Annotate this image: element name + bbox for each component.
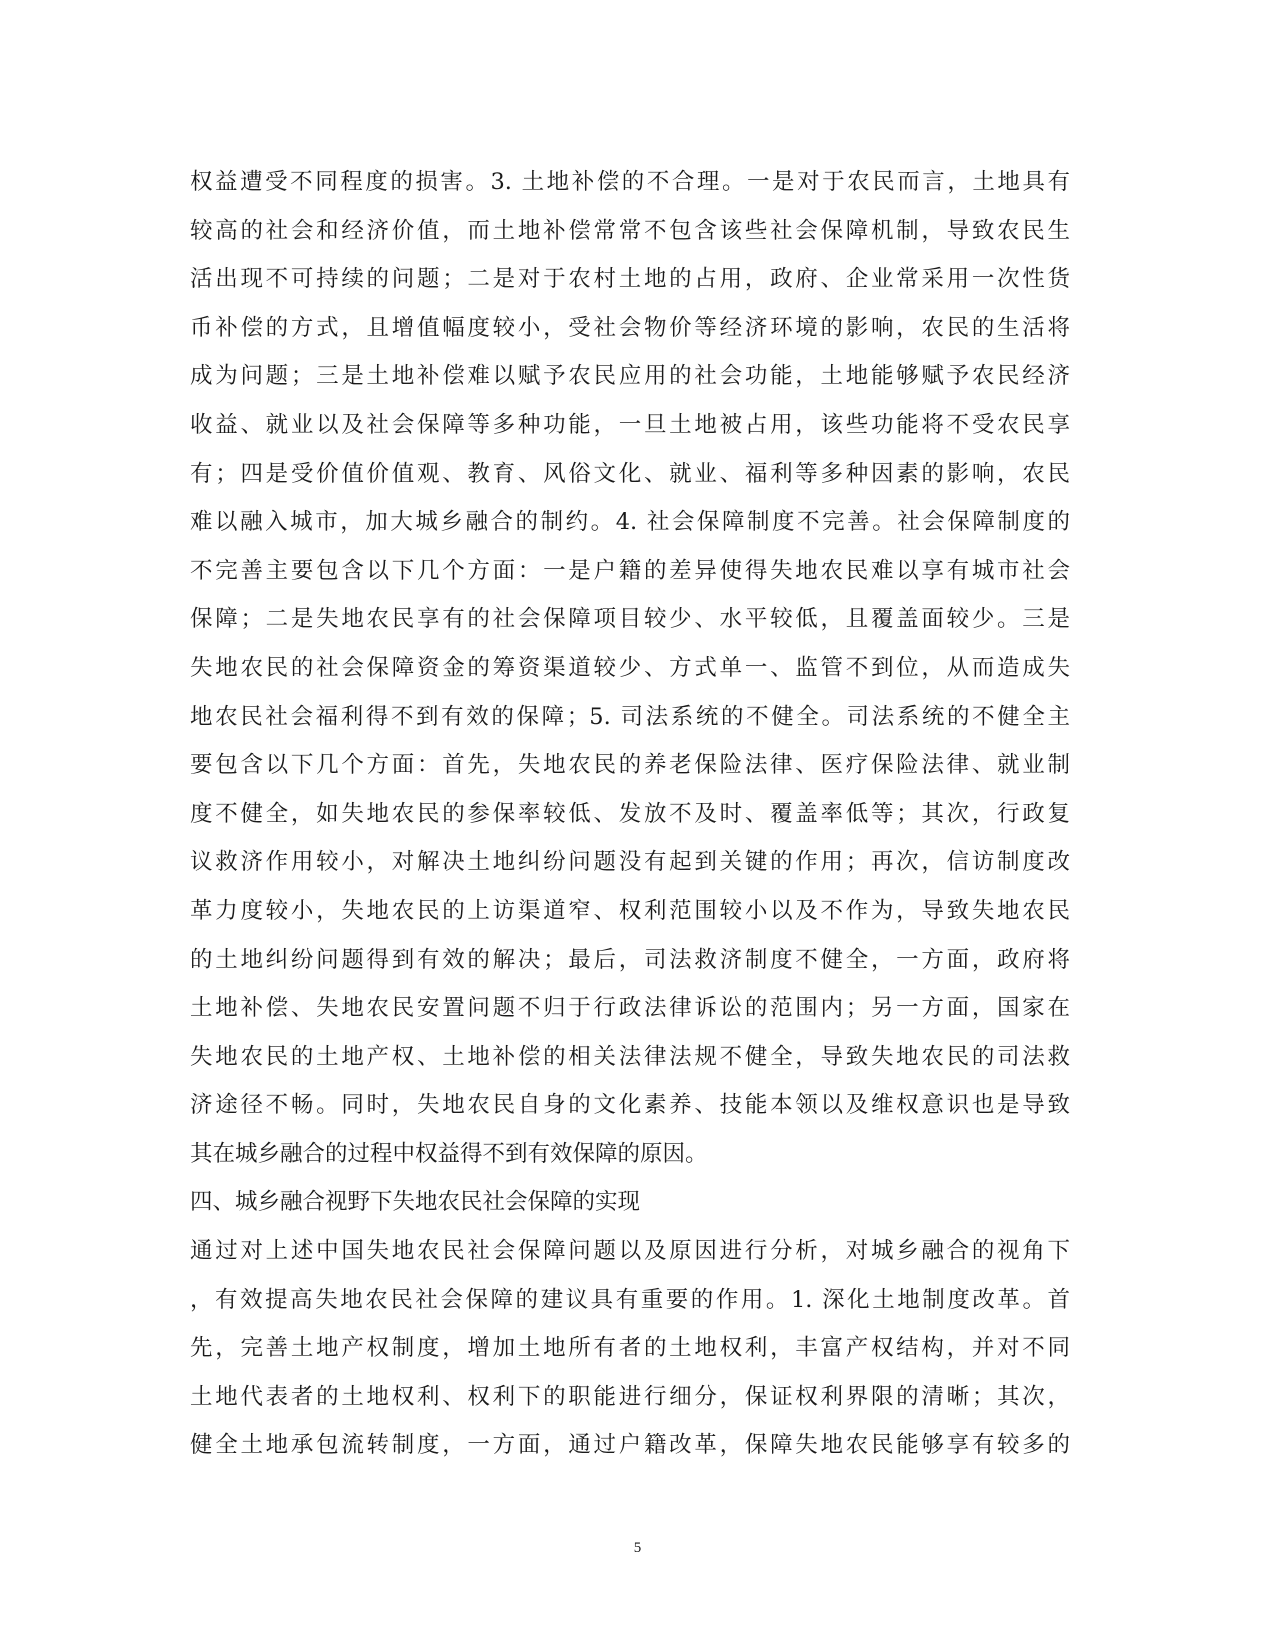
body-line: 难以融入城市，加大城乡融合的制约。4. 社会保障制度不完善。社会保障制度的 <box>190 509 1070 536</box>
body-line: 地农民社会福利得不到有效的保障；5. 司法系统的不健全。司法系统的不健全主 <box>190 703 1070 730</box>
body-line: 其在城乡融合的过程中权益得不到有效保障的原因。 <box>190 1140 708 1167</box>
body-line: 土地代表者的土地权利、权利下的职能进行细分，保证权利界限的清晰；其次， <box>190 1383 1070 1410</box>
body-line: 土地补偿、失地农民安置问题不归于行政法律诉讼的范围内；另一方面，国家在 <box>190 995 1070 1022</box>
body-line: 有；四是受价值价值观、教育、风俗文化、就业、福利等多种因素的影响，农民 <box>190 460 1070 487</box>
body-line: 先，完善土地产权制度，增加土地所有者的土地权利，丰富产权结构，并对不同 <box>190 1335 1070 1362</box>
section-heading: 四、城乡融合视野下失地农民社会保障的实现 <box>190 1189 641 1216</box>
document-body <box>190 158 1070 1470</box>
body-line: 保障；二是失地农民享有的社会保障项目较少、水平较低，且覆盖面较少。三是 <box>190 606 1070 633</box>
body-line: 失地农民的土地产权、土地补偿的相关法律法规不健全，导致失地农民的司法救 <box>190 1043 1070 1070</box>
body-line: 不完善主要包含以下几个方面：一是户籍的差异使得失地农民难以享有城市社会 <box>190 557 1070 584</box>
page-number: 5 <box>633 1540 642 1556</box>
body-line: 的土地纠纷问题得到有效的解决；最后，司法救济制度不健全，一方面，政府将 <box>190 946 1070 973</box>
body-line: ，有效提高失地农民社会保障的建议具有重要的作用。1. 深化土地制度改革。首 <box>190 1286 1070 1313</box>
body-line: 失地农民的社会保障资金的筹资渠道较少、方式单一、监管不到位，从而造成失 <box>190 654 1070 681</box>
body-line: 革力度较小，失地农民的上访渠道窄、权利范围较小以及不作为，导致失地农民 <box>190 897 1070 924</box>
body-line: 较高的社会和经济价值，而土地补偿常常不包含该些社会保障机制，导致农民生 <box>190 217 1070 244</box>
body-line: 权益遭受不同程度的损害。3. 土地补偿的不合理。一是对于农民而言，土地具有 <box>190 169 1070 195</box>
body-line: 成为问题；三是土地补偿难以赋予农民应用的社会功能，土地能够赋予农民经济 <box>190 363 1070 390</box>
body-line: 济途径不畅。同时，失地农民自身的文化素养、技能本领以及维权意识也是导致 <box>190 1092 1070 1119</box>
body-line: 币补偿的方式，且增值幅度较小，受社会物价等经济环境的影响，农民的生活将 <box>190 314 1070 341</box>
body-line: 健全土地承包流转制度，一方面，通过户籍改革，保障失地农民能够享有较多的 <box>190 1432 1070 1459</box>
body-line: 要包含以下几个方面：首先，失地农民的养老保险法律、医疗保险法律、就业制 <box>190 752 1070 779</box>
body-line: 通过对上述中国失地农民社会保障问题以及原因进行分析，对城乡融合的视角下 <box>190 1238 1070 1265</box>
body-line: 活出现不可持续的问题；二是对于农村土地的占用，政府、企业常采用一次性货 <box>190 266 1070 293</box>
body-line: 度不健全，如失地农民的参保率较低、发放不及时、覆盖率低等；其次，行政复 <box>190 800 1070 827</box>
body-line: 收益、就业以及社会保障等多种功能，一旦土地被占用，该些功能将不受农民享 <box>190 411 1070 438</box>
body-line: 议救济作用较小，对解决土地纠纷问题没有起到关键的作用；再次，信访制度改 <box>190 849 1070 876</box>
